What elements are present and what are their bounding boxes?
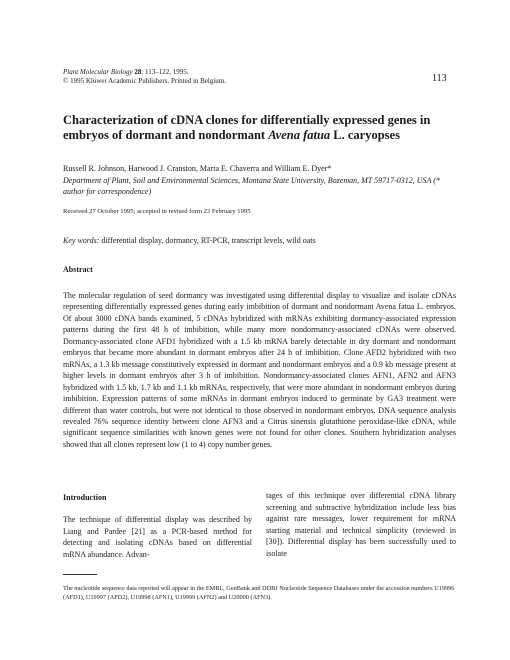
journal-name: Plant Molecular Biology — [63, 68, 133, 76]
copyright-line: © 1995 Kluwer Academic Publishers. Printed in Belgium. — [63, 77, 226, 85]
affiliation: Department of Plant, Soil and Environmental Sciences, Montana State University, Bozeman, MT 59717-0312, USA (* author for correspondence) — [63, 176, 440, 196]
keywords-label: Key words: — [63, 236, 100, 245]
title-end: L. caryopses — [333, 128, 400, 142]
title-species: Avena fatua — [268, 128, 331, 142]
abstract-heading: Abstract — [63, 265, 93, 274]
keywords — [63, 236, 316, 245]
footnote-divider — [63, 574, 97, 575]
page-number: 113 — [432, 73, 447, 84]
introduction-heading: Introduction — [63, 493, 107, 502]
introduction-left-column: The technique of differential display was described by Liang and Pardee [21] as a PCR-based method for detecting and isolating cDNAs based on differential mRNA abundance. Advan- — [63, 515, 252, 559]
journal-citation — [63, 68, 226, 86]
author-list: Russell R. Johnson, Harwood J. Cranston, Marta E. Chaverra and William E. Dyer* — [63, 164, 332, 173]
received-dates: Received 27 October 1995; accepted in revised form 23 February 1995 — [63, 208, 251, 215]
article-title — [63, 113, 453, 143]
abstract-text: The molecular regulation of seed dormancy was investigated using differential display to visualize and isolate cDNAs representing differentially expressed genes during early imbibition of dormant and nondormant Avena fatua L. embryos. Of about 3000 cDNA bands examined, 5 cDNAs hybridized with mRNAs exhibiting dormancy-associated expression patterns during the first 48 h of imbibition, while many more nondormancy-associated cDNAs were observed. Dormancy-associated clone AFD1 hybridized with a 1.5 kb mRNA barely detectable in dry dormant and nondormant embryos that became more abundant in dormant embryos after 24 h of imbibition. Clone AFD2 hybridized with two mRNAs, a 1.3 kb message constitutively expressed in dormant and nondormant embryos and a 0.9 kb message present at higher levels in dormant embryos after 3 h of imbibition. Nondormancy-associated clones AFN1, AFN2 and AFN3 hybridized with 1.5 kb, 1.7 kb and 1.1 kb mRNAs, respectively, that were more abundant in nondormant embryos during imbibition. Expression patterns of some mRNAs in dormant embryos induced to germinate by GA3 treatment were different than water controls, but were not identical to those observed in nondormant embryos. DNA sequence analysis revealed 76% sequence identity between clone AFN3 and a Citrus sinensis glutathione peroxidase-like cDNA, while significant sequence similarities with known genes were not found for other clones. Southern hybridization analyses showed that all clones represent low (1 to 4) copy number genes. — [63, 291, 456, 449]
introduction-right-column: tages of this technique over differential cDNA library screening and subtractive hybridization include less bias against rare messages, lower requirement for mRNA starting material and technical simplicity (reviewed in [30]). Differential display has been successfully used to isolate — [266, 491, 456, 558]
accession-footnote: The nucleotide sequence data reported will appear in the EMBL, GenBank and DDBJ Nucleotide Sequence Databases under the accession numbers U19996 (AFD1), U19997 (AFD2), U19998 (AFN1), U19999 (AFN2) and U20000 (AFN3). — [63, 585, 455, 601]
title-main: Characterization of cDNA clones for differentially expressed genes in embryos of dormant and nondormant — [63, 113, 431, 142]
journal-volume: 28 — [134, 68, 142, 76]
journal-pages: : 113–122, 1995. — [141, 68, 189, 76]
keywords-list: differential display, dormancy, RT-PCR, transcript levels, wild oats — [101, 236, 316, 245]
